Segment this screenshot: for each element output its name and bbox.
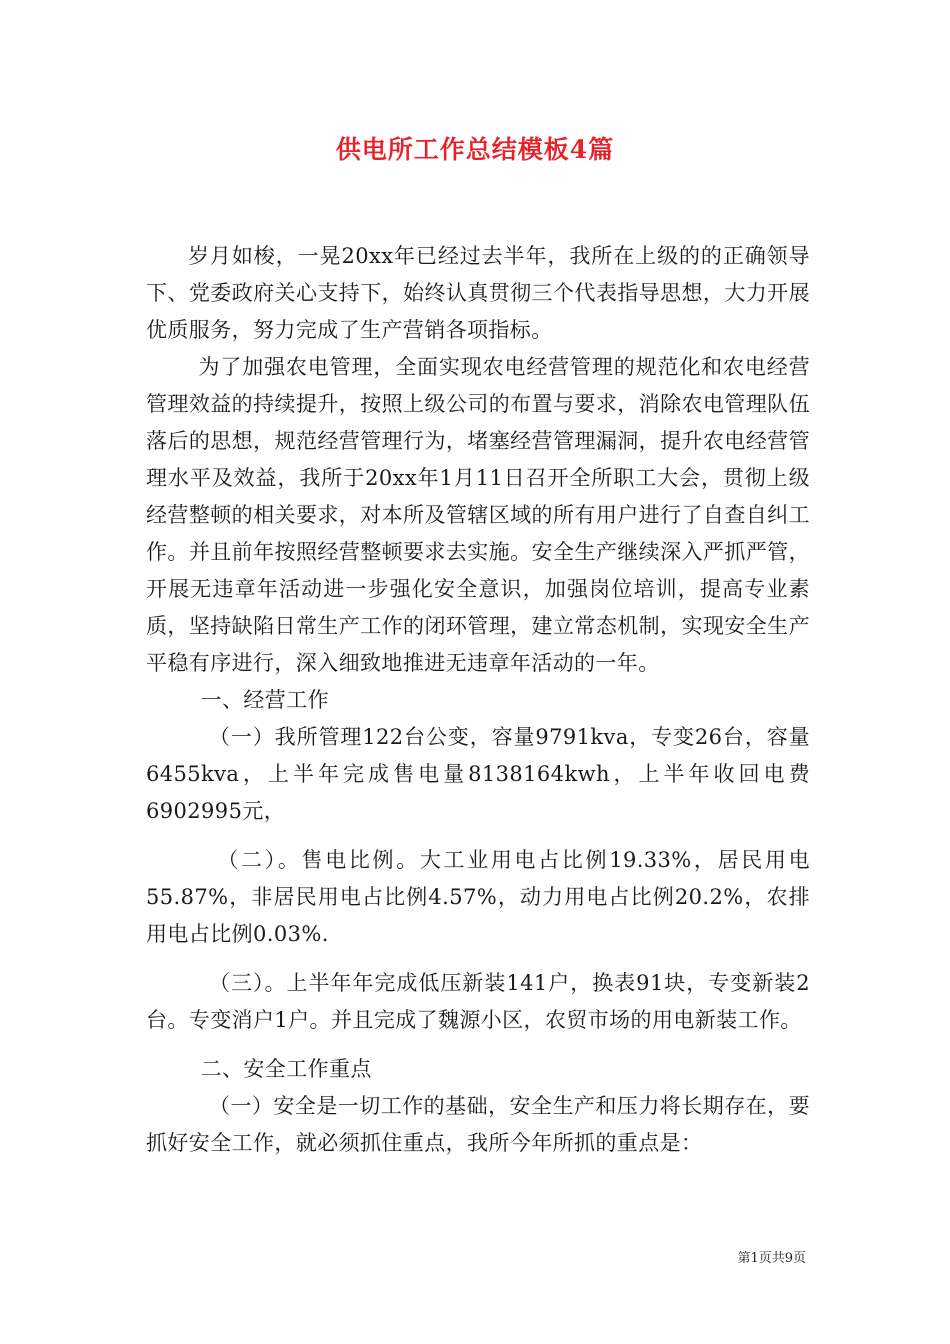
section-heading-operations: 一、经营工作 <box>200 688 329 712</box>
document-title: 供电所工作总结模板4篇 <box>335 135 615 164</box>
paragraph-intro: 岁月如梭，一晃20xx年已经过去半年，我所在上级的的正确领导下、党委政府关心支持下，始终认真贯彻三个代表指导思想，大力开展优质服务，努力完成了生产营销各项指标。 <box>146 244 810 342</box>
document-body <box>146 238 810 1162</box>
page-number-footer: 第1页共9页 <box>737 1251 806 1266</box>
paragraph-safety-1: （一）安全是一切工作的基础，安全生产和压力将长期存在，要抓好安全工作，就必须抓住重点，我所今年所抓的重点是： <box>146 1094 810 1155</box>
paragraph-operations-1: （一）我所管理122台公变，容量9791kva，专变26台，容量6455kva，上半年完成售电量8138164kwh，上半年收回电费6902995元， <box>146 725 810 823</box>
paragraph-operations-3: （三）。上半年年完成低压新装141户，换表91块，专变新装2台。专变消户1户。并且完成了魏源小区，农贸市场的用电新装工作。 <box>146 971 810 1032</box>
section-heading-safety: 二、安全工作重点 <box>200 1057 372 1081</box>
paragraph-management: 为了加强农电管理，全面实现农电经营管理的规范化和农电经营管理效益的持续提升，按照上级公司的布置与要求，消除农电管理队伍落后的思想，规范经营管理行为，堵塞经营管理漏洞，提升农电经营管理水平及效益，我所于20xx年1月11日召开全所职工大会，贯彻上级经营整顿的相关要求，对本所及管辖区域的所有用户进行了自查自纠工作。并且前年按照经营整顿要求去实施。安全生产继续深入严抓严管，开展无违章年活动进一步强化安全意识，加强岗位培训，提高专业素质，坚持缺陷日常生产工作的闭环管理，建立常态机制，实现安全生产平稳有序进行，深入细致地推进无违章年活动的一年。 <box>146 355 810 675</box>
paragraph-operations-2: （二）。售电比例。大工业用电占比例19.33%，居民用电55.87%，非居民用电占比例4.57%，动力用电占比例20.2%，农排用电占比例0.03%. <box>146 848 810 946</box>
